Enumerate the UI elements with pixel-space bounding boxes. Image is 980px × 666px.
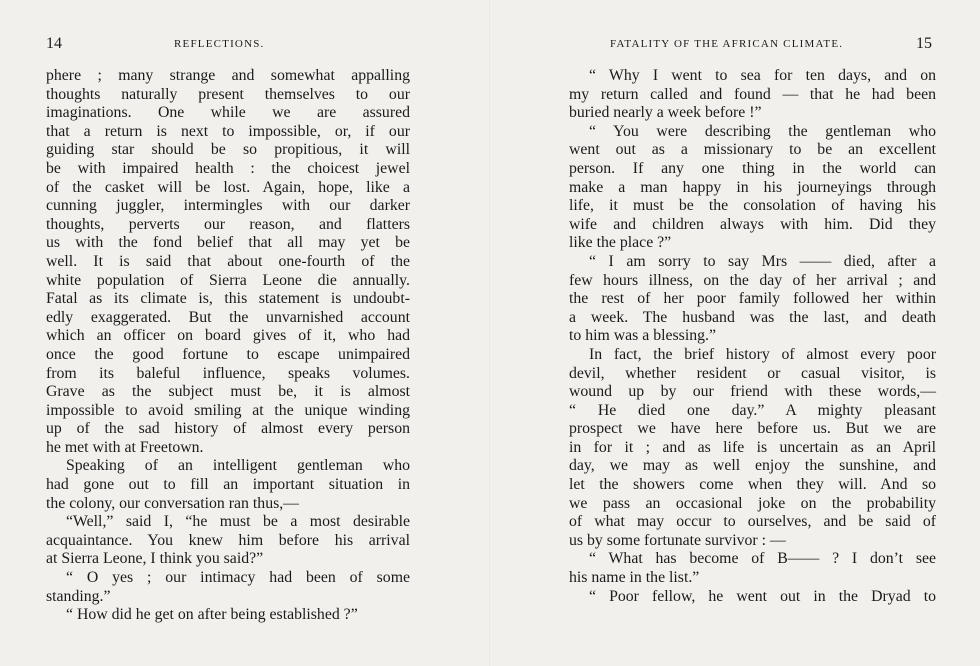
text-line: life, it must be the consolation of having his [569,197,936,215]
text-line: he met with at Freetown. [46,438,204,456]
text-line: “ Poor fellow, he went out in the Dryad to [589,587,936,605]
text-line: wound up by our friend with these words,— [569,383,936,401]
text-line: buried nearly a week before !” [569,104,762,122]
text-line: Speaking of an intelligent gentleman who [66,457,410,475]
text-line: impossible to avoid smiling at the unique winding [46,401,410,419]
text-line: a week. The husband was the last, and death [569,308,936,326]
text-line: white population of Sierra Leone die annually. [46,271,410,289]
text-line: In fact, the brief history of almost every poor [589,345,936,363]
text-line: few hours illness, on the day of her arrival ; and [569,271,936,289]
text-line: that a return is next to impossible, or, if our [46,122,410,140]
right-running-header [570,35,932,58]
text-line: thoughts, perverts our reason, and flatters [46,215,410,233]
text-line: us with the fond belief that all may yet be [46,234,410,252]
text-line: “ Why I went to sea for ten days, and on [589,67,936,84]
text-line: had gone out to fill an important situation in [46,476,410,494]
text-line: imaginations. One while we are assured [46,104,410,122]
left-running-head: REFLECTIONS. [174,38,265,50]
text-line: from its baleful influence, speaks volumes. [46,364,410,382]
text-line: Grave as the subject must be, it is almost [46,383,410,401]
text-line: standing.” [46,587,111,605]
text-line: devil, whether resident or casual visitor, is [569,364,936,382]
text-line: “ He died one day.” A mighty pleasant [569,401,936,419]
text-line: thoughts naturally present themselves to our [46,85,410,103]
right-running-head: FATALITY OF THE AFRICAN CLIMATE. [610,38,844,50]
text-line: “ I am sorry to say Mrs —— died, after a [589,252,936,270]
text-line: make a man happy in his journeyings through [569,178,936,196]
text-line: up of the sad history of almost every person [46,420,410,438]
left-page-text [46,67,410,625]
text-line: “ You were describing the gentleman who [589,122,936,140]
text-line: we pass an occasional joke on the probability [569,494,936,512]
text-line: like the place ?” [569,234,672,252]
text-line: edly exaggerated. But the unvarnished account [46,308,410,326]
text-line: “ What has become of B—— ? I don’t see [589,550,936,568]
text-line: person. If any one thing in the world can [569,159,936,177]
right-page [490,0,980,666]
text-line: let the showers come when they will. And so [569,476,936,494]
text-line: day, we may as well enjoy the sunshine, and [569,457,936,475]
text-line: prospect we have here before us. But we are [569,420,936,438]
text-line: my return called and found — that he had been [569,85,936,103]
text-line: us by some fortunate survivor : — [569,531,786,549]
left-running-header [46,35,411,58]
text-line: of what may occur to ourselves, and be said of [569,513,936,531]
right-page-text [569,67,936,606]
right-page-number: 15 [916,35,932,52]
text-line: the rest of her poor family followed her within [569,290,936,308]
text-line: cunning juggler, intermingles with our darker [46,197,410,215]
text-line: of the casket will be lost. Again, hope, like a [46,178,410,196]
text-line: at Sierra Leone, I think you said?” [46,550,264,568]
text-line: once the good fortune to escape unimpaired [46,345,410,363]
text-line: his name in the list.” [569,569,700,587]
text-line: to him was a blessing.” [569,327,716,345]
text-line: “ O yes ; our intimacy had been of some [66,569,410,587]
text-line: Fatal as its climate is, this statement is undoubt- [46,290,410,308]
text-line: in for it ; and as life is uncertain as an April [569,438,936,456]
text-line: “Well,” said I, “he must be a most desirable [66,513,410,531]
text-line: wife and children always with him. Did they [569,215,936,233]
text-line: acquaintance. You knew him before his arrival [46,531,410,549]
text-line: guiding star should be so propitious, it will [46,141,410,159]
left-page-number: 14 [46,35,62,52]
text-line: be with impaired health : the choicest jewel [46,159,410,177]
text-line: “ How did he get on after being established ?” [66,606,358,624]
text-line: well. It is said that about one-fourth of the [46,252,410,270]
text-line: went out as a missionary to be an excellent [569,141,936,159]
text-line: the colony, our conversation ran thus,— [46,494,299,512]
text-line: phere ; many strange and somewhat appalling [46,67,410,84]
text-line: which an officer on board gives of it, who had [46,327,410,345]
